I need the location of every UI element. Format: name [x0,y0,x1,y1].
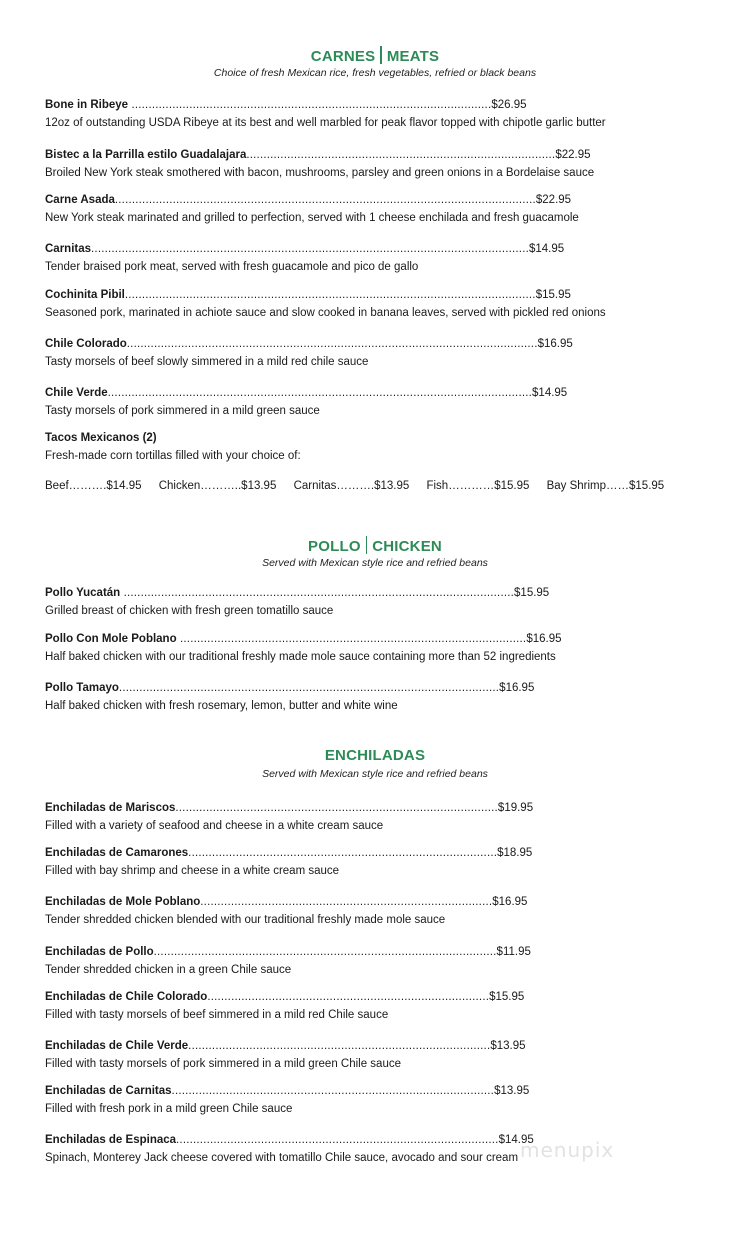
item-price: $22.95 [555,149,591,161]
item-price: $13.95 [494,1085,530,1097]
menu-item [45,98,606,131]
item-price: $13.95 [490,1040,526,1052]
carnes-subtitle: Choice of fresh Mexican rice, fresh vegetables, refried or black beans [213,67,537,79]
item-name: Pollo Con Mole Poblano [45,633,177,645]
leader-dots: ................................................................................................................... [120,587,515,599]
leader-dots: ............................................................................................... [175,802,498,814]
item-description: Grilled breast of chicken with fresh green tomatillo sauce [45,605,334,617]
item-description: Tender shredded chicken in a green Chile sauce [45,964,292,976]
item-price: $11.95 [496,946,531,958]
item-description: Filled with bay shrimp and cheese in a white cream sauce [45,865,340,877]
enchiladas-section-title: ENCHILADAS [324,747,426,764]
menu-item [45,990,524,1023]
menu-item [45,1039,526,1072]
title-separator [366,536,368,554]
item-price: $15.95 [535,289,571,301]
menu-item [45,193,579,226]
tacos-options [45,480,678,492]
item-description: Broiled New York steak smothered with bacon, mushrooms, parsley and green onions in a Bordelaise sauce [45,167,595,179]
item-price: $26.95 [491,99,527,111]
item-name: Enchiladas de Carnitas [45,1085,172,1097]
item-price: $15.95 [514,587,550,599]
taco-option: Bay Shrimp……$15.95 [546,480,665,492]
item-price: $22.95 [535,194,572,206]
leader-dots: ......................................................................................................................... [126,338,538,350]
item-name: Tacos Mexicanos (2) [45,432,157,444]
leader-dots: ............................................................................................................................ [114,194,536,206]
item-name: Bone in Ribeye [45,99,129,111]
item-description: Fresh-made corn tortillas filled with your choice of: [45,450,301,462]
item-name: Carnitas [45,243,92,255]
item-name: Carne Asada [45,194,115,206]
item-name: Pollo Yucatán [45,587,121,599]
item-name: Enchiladas de Pollo [45,946,154,958]
leader-dots: .......................................................................................................... [128,99,492,111]
leader-dots: ............................................................................................... [176,1134,499,1146]
menu-item [45,846,532,879]
item-description: Filled with tasty morsels of beef simmered in a mild red Chile sauce [45,1009,389,1021]
tacos-item [45,431,301,464]
item-description: Tasty morsels of pork simmered in a mild green sauce [45,405,320,417]
leader-dots: ................................................................................... [207,991,490,1003]
item-description: New York steak marinated and grilled to perfection, served with 1 cheese enchilada and fresh guacamole [45,212,579,224]
item-price: $19.95 [497,802,534,814]
item-price: $14.95 [532,387,568,399]
menu-item [45,801,533,834]
item-price: $14.95 [529,243,565,255]
leader-dots: ........................................................................................... [188,847,498,859]
item-description: Seasoned pork, marinated in achiote sauce and slow cooked in banana leaves, served with pickled red onions [45,307,606,319]
item-name: Chile Verde [45,387,108,399]
carnes-title-left: CARNES [310,48,376,65]
item-price: $16.95 [499,682,535,694]
item-price: $15.95 [489,991,525,1003]
menu-item [45,242,564,275]
item-description: 12oz of outstanding USDA Ribeye at its best and well marbled for peak flavor topped with chipotle garlic butter [45,117,606,129]
item-description: Half baked chicken with fresh rosemary, lemon, butter and white wine [45,700,398,712]
taco-option: Fish…………$15.95 [426,480,530,492]
leader-dots: ..................................................................................................... [153,946,497,958]
menu-item [45,288,606,321]
item-name: Bistec a la Parrilla estilo Guadalajara [45,149,247,161]
menu-item [45,895,527,928]
carnes-title-right: MEATS [386,48,440,65]
title-separator [380,46,382,64]
pollo-title-left: POLLO [308,538,361,555]
menu-item [45,632,562,665]
item-name: Chile Colorado [45,338,127,350]
pollo-subtitle: Served with Mexican style rice and refried beans [262,557,488,569]
item-description: Filled with tasty morsels of pork simmered in a mild green Chile sauce [45,1058,401,1070]
leader-dots: ................................................................................................................................. [91,243,529,255]
item-description: Tender braised pork meat, served with fresh guacamole and pico de gallo [45,261,419,273]
leader-dots: ............................................................................................... [171,1085,495,1097]
item-name: Enchiladas de Mariscos [45,802,176,814]
pollo-section-title [0,536,750,555]
item-description: Half baked chicken with our traditional freshly made mole sauce containing more than 52 ingredients [45,651,556,663]
item-description: Filled with fresh pork in a mild green Chile sauce [45,1103,293,1115]
item-price: $16.95 [537,338,573,350]
taco-option: Beef……….$14.95 [45,480,142,492]
menu-item [45,386,567,419]
item-description: Tasty morsels of beef slowly simmered in a mild red chile sauce [45,356,369,368]
item-price: $16.95 [526,633,562,645]
menu-item [45,945,531,978]
leader-dots: ...................................................................................... [200,896,493,908]
leader-dots: ......................................................................................................................... [124,289,536,301]
leader-dots: ...................................................................................................... [176,633,527,645]
item-description: Filled with a variety of seafood and cheese in a white cream sauce [45,820,384,832]
item-description: Spinach, Monterey Jack cheese covered with tomatillo Chile sauce, avocado and sour cream [45,1152,519,1164]
menupix-watermark: menupix [520,1138,615,1162]
item-name: Pollo Tamayo [45,682,119,694]
item-name: Enchiladas de Mole Poblano [45,896,201,908]
item-name: Cochinita Pibil [45,289,125,301]
taco-option: Carnitas……….$13.95 [293,480,410,492]
menu-item [45,337,573,370]
enchiladas-subtitle: Served with Mexican style rice and refried beans [262,768,488,780]
item-price: $18.95 [497,847,533,859]
item-name: Enchiladas de Chile Colorado [45,991,208,1003]
menu-item [45,681,534,714]
menu-item [45,148,594,181]
item-price: $16.95 [492,896,528,908]
menu-item [45,586,549,619]
leader-dots: ......................................................................................... [188,1040,491,1052]
menu-item [45,1084,529,1117]
pollo-title-right: CHICKEN [372,538,442,555]
menu-item [45,1133,534,1166]
item-name: Enchiladas de Camarones [45,847,189,859]
leader-dots: ............................................................................................................................. [107,387,533,399]
item-price: $14.95 [498,1134,534,1146]
leader-dots: ................................................................................................................ [118,682,500,694]
item-description: Tender shredded chicken blended with our traditional freshly made mole sauce [45,914,446,926]
carnes-section-title [0,46,750,65]
item-name: Enchiladas de Espinaca [45,1134,177,1146]
taco-option: Chicken………..$13.95 [158,480,277,492]
leader-dots: ........................................................................................... [246,149,556,161]
item-name: Enchiladas de Chile Verde [45,1040,189,1052]
